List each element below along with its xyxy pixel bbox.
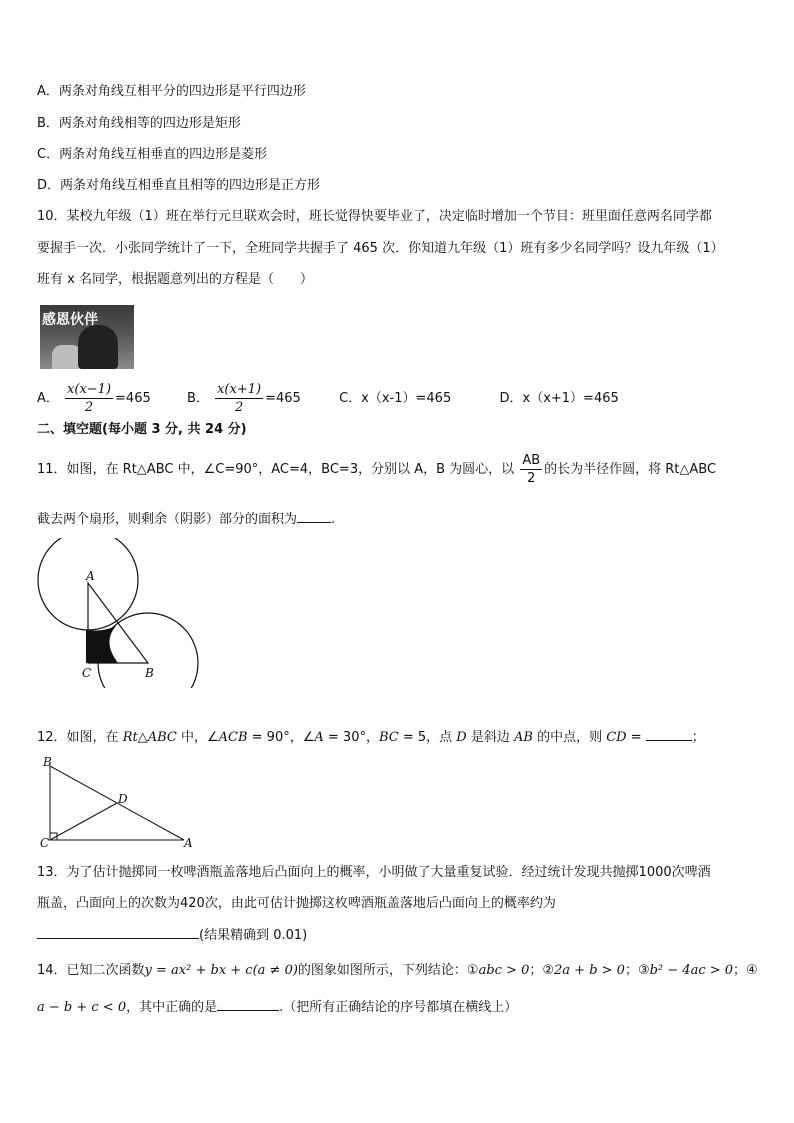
answer-blank[interactable]: [297, 510, 331, 523]
q10-option-b-label: B．: [187, 391, 209, 406]
q14-text: ，其中正确的是: [126, 1000, 218, 1015]
q10-photo: [40, 305, 134, 369]
q14-text: 14．已知二次函数: [37, 963, 145, 978]
shaded-region: [88, 626, 118, 663]
q14-conclusion-2: 2a + b > 0: [554, 963, 625, 978]
q10-line-2: 要握手一次．小张同学统计了一下，全班同学共握手了 465 次．你知道九年级（1）班有多少名同学吗？设九年级（1）: [37, 241, 724, 256]
q12-figure: [38, 756, 208, 852]
q13-line-3: [37, 926, 307, 945]
q10-options: [37, 381, 619, 417]
q14-text: ；③: [624, 963, 650, 978]
q12-text: = 30°，: [323, 730, 379, 745]
q12-math-acb: ACB: [218, 730, 248, 745]
q14-line-2: [37, 998, 517, 1017]
segment-cd: [50, 803, 117, 840]
q10-option-a-label: A．: [37, 391, 59, 406]
q14-conclusion-4: a − b + c < 0: [37, 1000, 127, 1015]
fraction-denominator: 2: [84, 400, 94, 415]
q10-option-b-rhs: =465: [265, 391, 301, 406]
photo-figure: [78, 325, 118, 369]
q12-math-a: A: [314, 730, 324, 745]
q14-text: 的图象如图所示，下列结论：①: [297, 963, 479, 978]
fraction-numerator: x(x+1): [217, 382, 262, 397]
q11-text-d: .: [331, 512, 336, 527]
q14-function: y = ax² + bx + c(a ≠ 0): [144, 963, 298, 978]
fraction-denominator: 2: [234, 400, 244, 415]
q12-math-cd: CD: [606, 730, 627, 745]
q12-text: ；: [691, 730, 705, 745]
q10-line-3: 班有 x 名同学，根据题意列出的方程是（ ）: [37, 272, 313, 287]
q11-figure: [30, 538, 210, 688]
q11-line-1: [37, 452, 716, 488]
q13-line-1: 13．为了估计抛掷同一枚啤酒瓶盖落地后凸面向上的概率，小明做了大量重复试验．经过统计发现共抛掷1000次啤酒: [37, 865, 711, 880]
q11-text-a: 11．如图，在 Rt△ABC 中，∠C=90°，AC=4，BC=3，分别以 A，B 为圆心，以: [37, 462, 515, 477]
section-heading: 二、填空题(每小题 3 分, 共 24 分): [37, 422, 247, 437]
q12-math-ab: AB: [513, 730, 533, 745]
q12-text: = 90°，∠: [247, 730, 315, 745]
label-a: A: [86, 569, 95, 583]
q14-text: ；④: [733, 963, 758, 978]
q14-line-1: [37, 962, 758, 980]
q12-math-bc: BC: [378, 730, 399, 745]
q12-text: 是斜边: [466, 730, 514, 745]
q12-text: = 5，点: [398, 730, 457, 745]
q13-line-2: 瓶盖，凸面向上的次数为420次，由此可估计抛掷这枚啤酒瓶盖落地后凸面向上的概率约为: [37, 896, 556, 911]
q11-text-c: 截去两个扇形，则剩余（阴影）部分的面积为: [37, 512, 298, 527]
fraction-numerator: AB: [522, 453, 541, 468]
q12-text: 12．如图，在: [37, 730, 123, 745]
q14-conclusion-1: abc > 0: [478, 963, 530, 978]
q12-text: 的中点，则: [532, 730, 607, 745]
q11-line-2: [37, 510, 335, 529]
q9-option-d: D．两条对角线互相垂直且相等的四边形是正方形: [37, 178, 321, 193]
q10-option-c: C．x（x-1）=465: [339, 391, 452, 406]
q14-text: ；②: [529, 963, 555, 978]
q10-option-a-fraction: [65, 381, 113, 416]
q12-math-d: D: [456, 730, 467, 745]
answer-blank[interactable]: [217, 998, 279, 1011]
photo-caption: 感恩伙伴: [42, 312, 98, 328]
q10-option-a-rhs: =465: [115, 391, 151, 406]
answer-blank[interactable]: [646, 728, 692, 741]
label-b: B: [43, 756, 52, 769]
q11-text-b: 的长为半径作圆，将 Rt△ABC: [544, 462, 717, 477]
q9-option-a: A．两条对角线互相平分的四边形是平行四边形: [37, 84, 306, 99]
q14-text: .（把所有正确结论的序号都填在横线上）: [279, 1000, 518, 1015]
q12-text: 中，∠: [176, 730, 219, 745]
q9-option-c: C．两条对角线互相垂直的四边形是菱形: [37, 147, 268, 162]
q12-line: [37, 728, 705, 747]
label-c: C: [40, 836, 50, 850]
fraction-numerator: x(x−1): [67, 382, 112, 397]
q10-option-b-fraction: [215, 381, 263, 416]
label-d: D: [118, 792, 128, 806]
q14-conclusion-3: b² − 4ac > 0: [649, 963, 734, 978]
answer-blank[interactable]: [37, 926, 199, 939]
label-a: A: [184, 836, 193, 850]
label-c: C: [82, 666, 92, 680]
q9-option-b: B．两条对角线相等的四边形是矩形: [37, 116, 241, 131]
q12-text: =: [626, 730, 642, 745]
fraction-denominator: 2: [527, 471, 536, 486]
q10-line-1: 10．某校九年级（1）班在举行元旦联欢会时，班长觉得快要毕业了，决定临时增加一个节目：班里面任意两名同学都: [37, 209, 712, 224]
q10-option-d: D．x（x+1）=465: [499, 391, 619, 406]
q11-fraction: [520, 452, 542, 487]
q13-note: (结果精确到 0.01): [199, 928, 308, 943]
q12-math-rt: Rt△ABC: [122, 730, 177, 745]
label-b: B: [145, 666, 154, 680]
